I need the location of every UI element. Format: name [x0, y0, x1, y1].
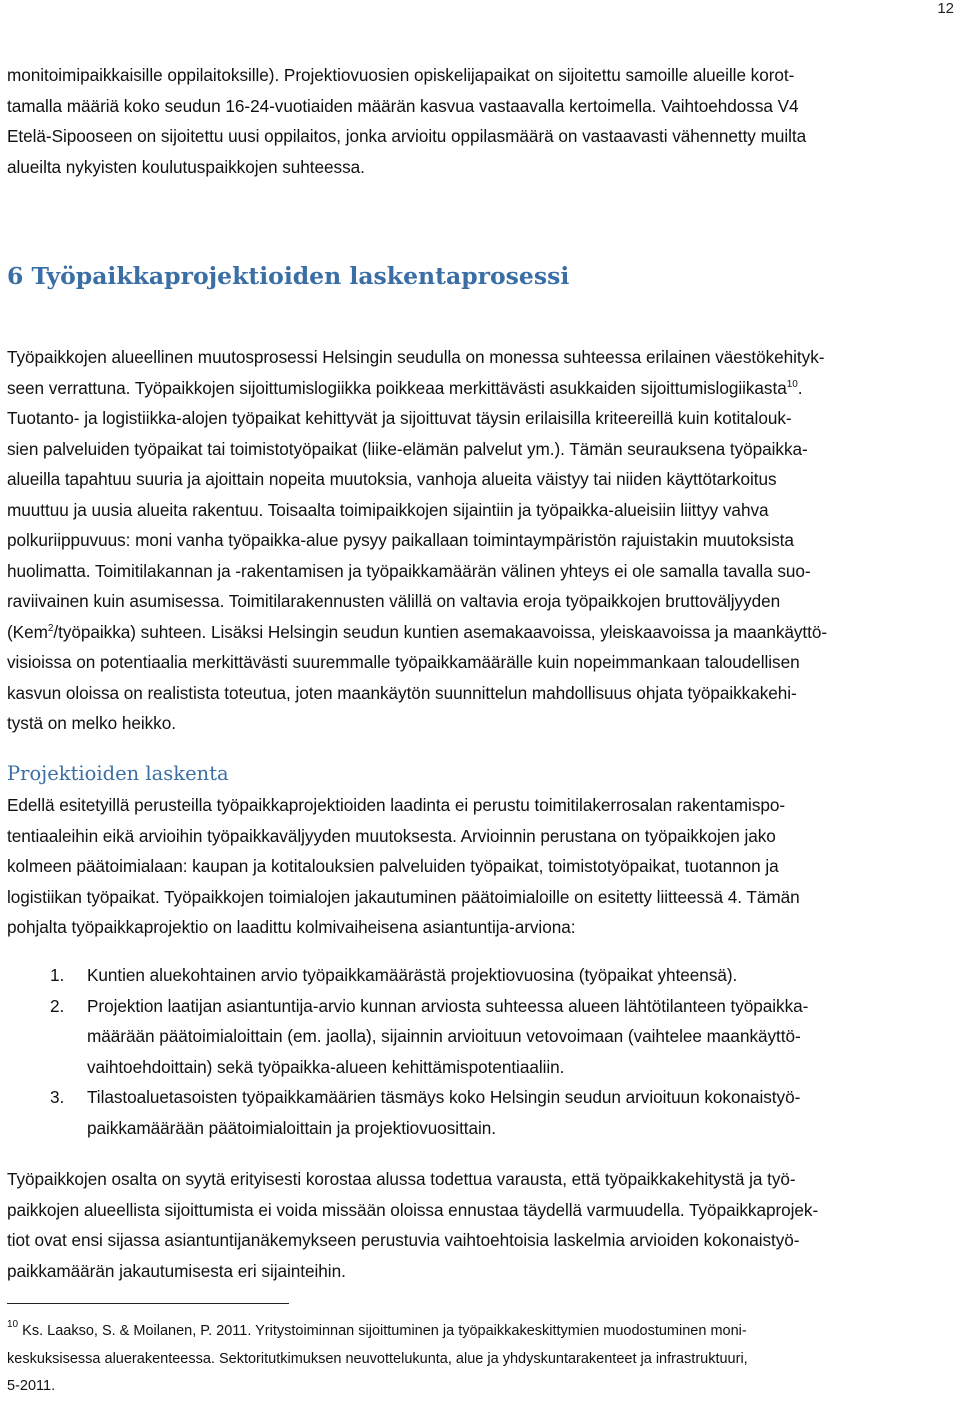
para-line: kolmeen päätoimialaan: kaupan ja kotitalouksien palveluiden työpaikat, toimistotyöpaikat, tuotannon ja — [7, 856, 779, 876]
para-text: /työpaikka) suhteen. Lisäksi Helsingin seudun kuntien asemakaavoissa, yleiskaavoissa ja maankäyttö- — [53, 621, 828, 642]
list-item — [0, 1082, 945, 1143]
para-line: tystä on melko heikko. — [7, 713, 176, 733]
para-text: . — [797, 377, 803, 398]
list-item — [0, 991, 945, 1083]
para-line — [7, 373, 945, 404]
section-paragraph-2 — [7, 790, 945, 943]
list-line: paikkamäärään päätoimialoittain ja projektiovuosittain. — [87, 1117, 497, 1138]
footnote-line: keskuksisessa aluerakenteessa. Sektoritutkimuksen neuvottelukunta, alue ja yhdyskuntarakenteet ja infrastruktuuri, — [7, 1350, 748, 1367]
numbered-list — [0, 960, 945, 1143]
para-line: Työpaikkojen osalta on syytä erityisesti korostaa alussa todettua varausta, että työpaikkakehitystä ja työ- — [7, 1169, 796, 1189]
section-paragraph-3 — [7, 1164, 945, 1286]
intro-line: Etelä-Sipooseen on sijoitettu uusi oppilaitos, jonka arvioitu oppilasmäärä on vastaavasti vähennetty muilta — [7, 126, 807, 146]
para-line: tentiaaleihin eikä arvioihin työpaikkaväljyyden muutoksesta. Arvioinnin perustana on työpaikkojen jako — [7, 825, 776, 846]
para-line: Työpaikkojen alueellinen muutosprosessi Helsingin seudulla on monessa suhteessa erilainen väestökehityk- — [7, 347, 825, 367]
para-line: huolimatta. Toimitilakannan ja -rakentamisen ja työpaikkamäärän välinen yhteys ei ole samalla tavalla suo- — [7, 560, 811, 581]
footnote-line: 5-2011. — [7, 1378, 56, 1394]
intro-line: alueilta nykyisten koulutuspaikkojen suhteessa. — [7, 156, 365, 177]
para-line: polkuriippuvuus: moni vanha työpaikka-alue pysyy paikallaan toimintaympäristön rajuistakin muutoksista — [7, 530, 794, 550]
para-line: kasvun oloissa on realistista toteutua, joten maankäytön suunnittelun mahdollisuus ohjata työpaikkakehi- — [7, 682, 797, 703]
para-line: pohjalta työpaikkaprojektio on laadittu kolmivaiheisena asiantuntija-arviona: — [7, 917, 576, 937]
list-line: Kuntien aluekohtainen arvio työpaikkamäärästä projektiovuosina (työpaikat yhteensä). — [87, 965, 738, 985]
para-line: logistiikan työpaikat. Työpaikkojen toimialojen jakautuminen päätoimialoille on esitetty liitteessä 4. Tämän — [7, 886, 800, 907]
list-line: vaihtoehdoittain) sekä työpaikka-alueen kehittämispotentiaaliin. — [87, 1056, 565, 1077]
para-text: seen verrattuna. Työpaikkojen sijoittumislogiikka poikkeaa merkittävästi asukkaiden sijoittumislogiikasta — [7, 377, 787, 398]
list-line: Tilastoaluetasoisten työpaikkamäärien täsmäys koko Helsingin seudun arvioituun kokonaistyö- — [87, 1087, 801, 1107]
para-text: (Kem — [7, 621, 48, 642]
para-line: raviivainen kuin asumisessa. Toimitilarakennusten välillä on valtavia eroja työpaikkojen bruttoväljyyden — [7, 591, 781, 611]
para-line: muuttuu ja uusia alueita rakentuu. Toisaalta toimipaikkojen sijaintiin ja työpaikka-alueisiin liittyy vahva — [7, 499, 769, 520]
para-line — [7, 617, 945, 648]
para-line: paikkojen alueellista sijoittumista ei voida missään oloissa ennustaa täydellä varmuudella. Työpaikkaprojek- — [7, 1199, 819, 1220]
footnote-line — [7, 1318, 945, 1346]
para-line: sien palveluiden työpaikat tai toimistotyöpaikat (liike-elämän palvelut ym.). Tämän seurauksena työpaikka- — [7, 438, 808, 459]
para-line: Edellä esitetyillä perusteilla työpaikkaprojektioiden laadinta ei perustu toimitilakerrosalan rakentamispo- — [7, 795, 786, 815]
para-line: paikkamäärän jakautumisesta eri sijainteihin. — [7, 1260, 346, 1281]
intro-paragraph — [7, 60, 945, 182]
intro-line: monitoimipaikkaisille oppilaitoksille). Projektiovuosien opiskelijapaikat on sijoitettu samoille alueille korot- — [7, 65, 795, 85]
list-number: 1. — [50, 965, 65, 985]
list-number: 3. — [50, 1087, 65, 1107]
para-line: tiot ovat ensi sijassa asiantuntijanäkemykseen perustuvia vaihtoehtoisia laskelmia arvioiden kokonaistyö- — [7, 1230, 800, 1250]
para-line: Tuotanto- ja logistiikka-alojen työpaikat kehittyvät ja sijoittuvat täysin erilaisilla kriteereillä kuin kotitalouk- — [7, 408, 792, 428]
list-line: Projektion laatijan asiantuntija-arvio kunnan arviosta suhteessa alueen lähtötilanteen työpaikka- — [87, 995, 809, 1016]
list-line: määrään päätoimialoittain (em. jaolla), sijainnin arvioituun vetovoimaan (vaihtelee maankäyttö- — [87, 1026, 801, 1046]
footnote-separator — [7, 1303, 289, 1304]
list-item — [0, 960, 945, 991]
footnote — [7, 1318, 945, 1401]
footnote-reference[interactable]: 10 — [786, 378, 798, 390]
subheading: Projektioiden laskenta — [7, 762, 229, 785]
section-heading: 6 Työpaikkaprojektioiden laskentaprosessi — [7, 262, 570, 290]
footnote-marker: 10 — [7, 1319, 19, 1330]
section-paragraph-1 — [7, 342, 945, 739]
para-line: alueilla tapahtuu suuria ja ajoittain nopeita muutoksia, vanhoja alueita väistyy tai niiden käyttötarkoitus — [7, 469, 777, 489]
superscript: 2 — [47, 622, 54, 634]
list-number: 2. — [50, 995, 65, 1016]
para-line: visioissa on potentiaalia merkittävästi suuremmalle työpaikkamäärälle kuin nopeimmankaan taloudellisen — [7, 652, 800, 672]
footnote-text: Ks. Laakso, S. & Moilanen, P. 2011. Yritystoiminnan sijoittuminen ja työpaikkakeskittymien muodostuminen moni- — [18, 1323, 747, 1339]
intro-line: tamalla määriä koko seudun 16-24-vuotiaiden määrän kasvua vastaavalla kertoimella. Vaihtoehdossa V4 — [7, 95, 799, 116]
page-number: 12 — [937, 0, 954, 17]
